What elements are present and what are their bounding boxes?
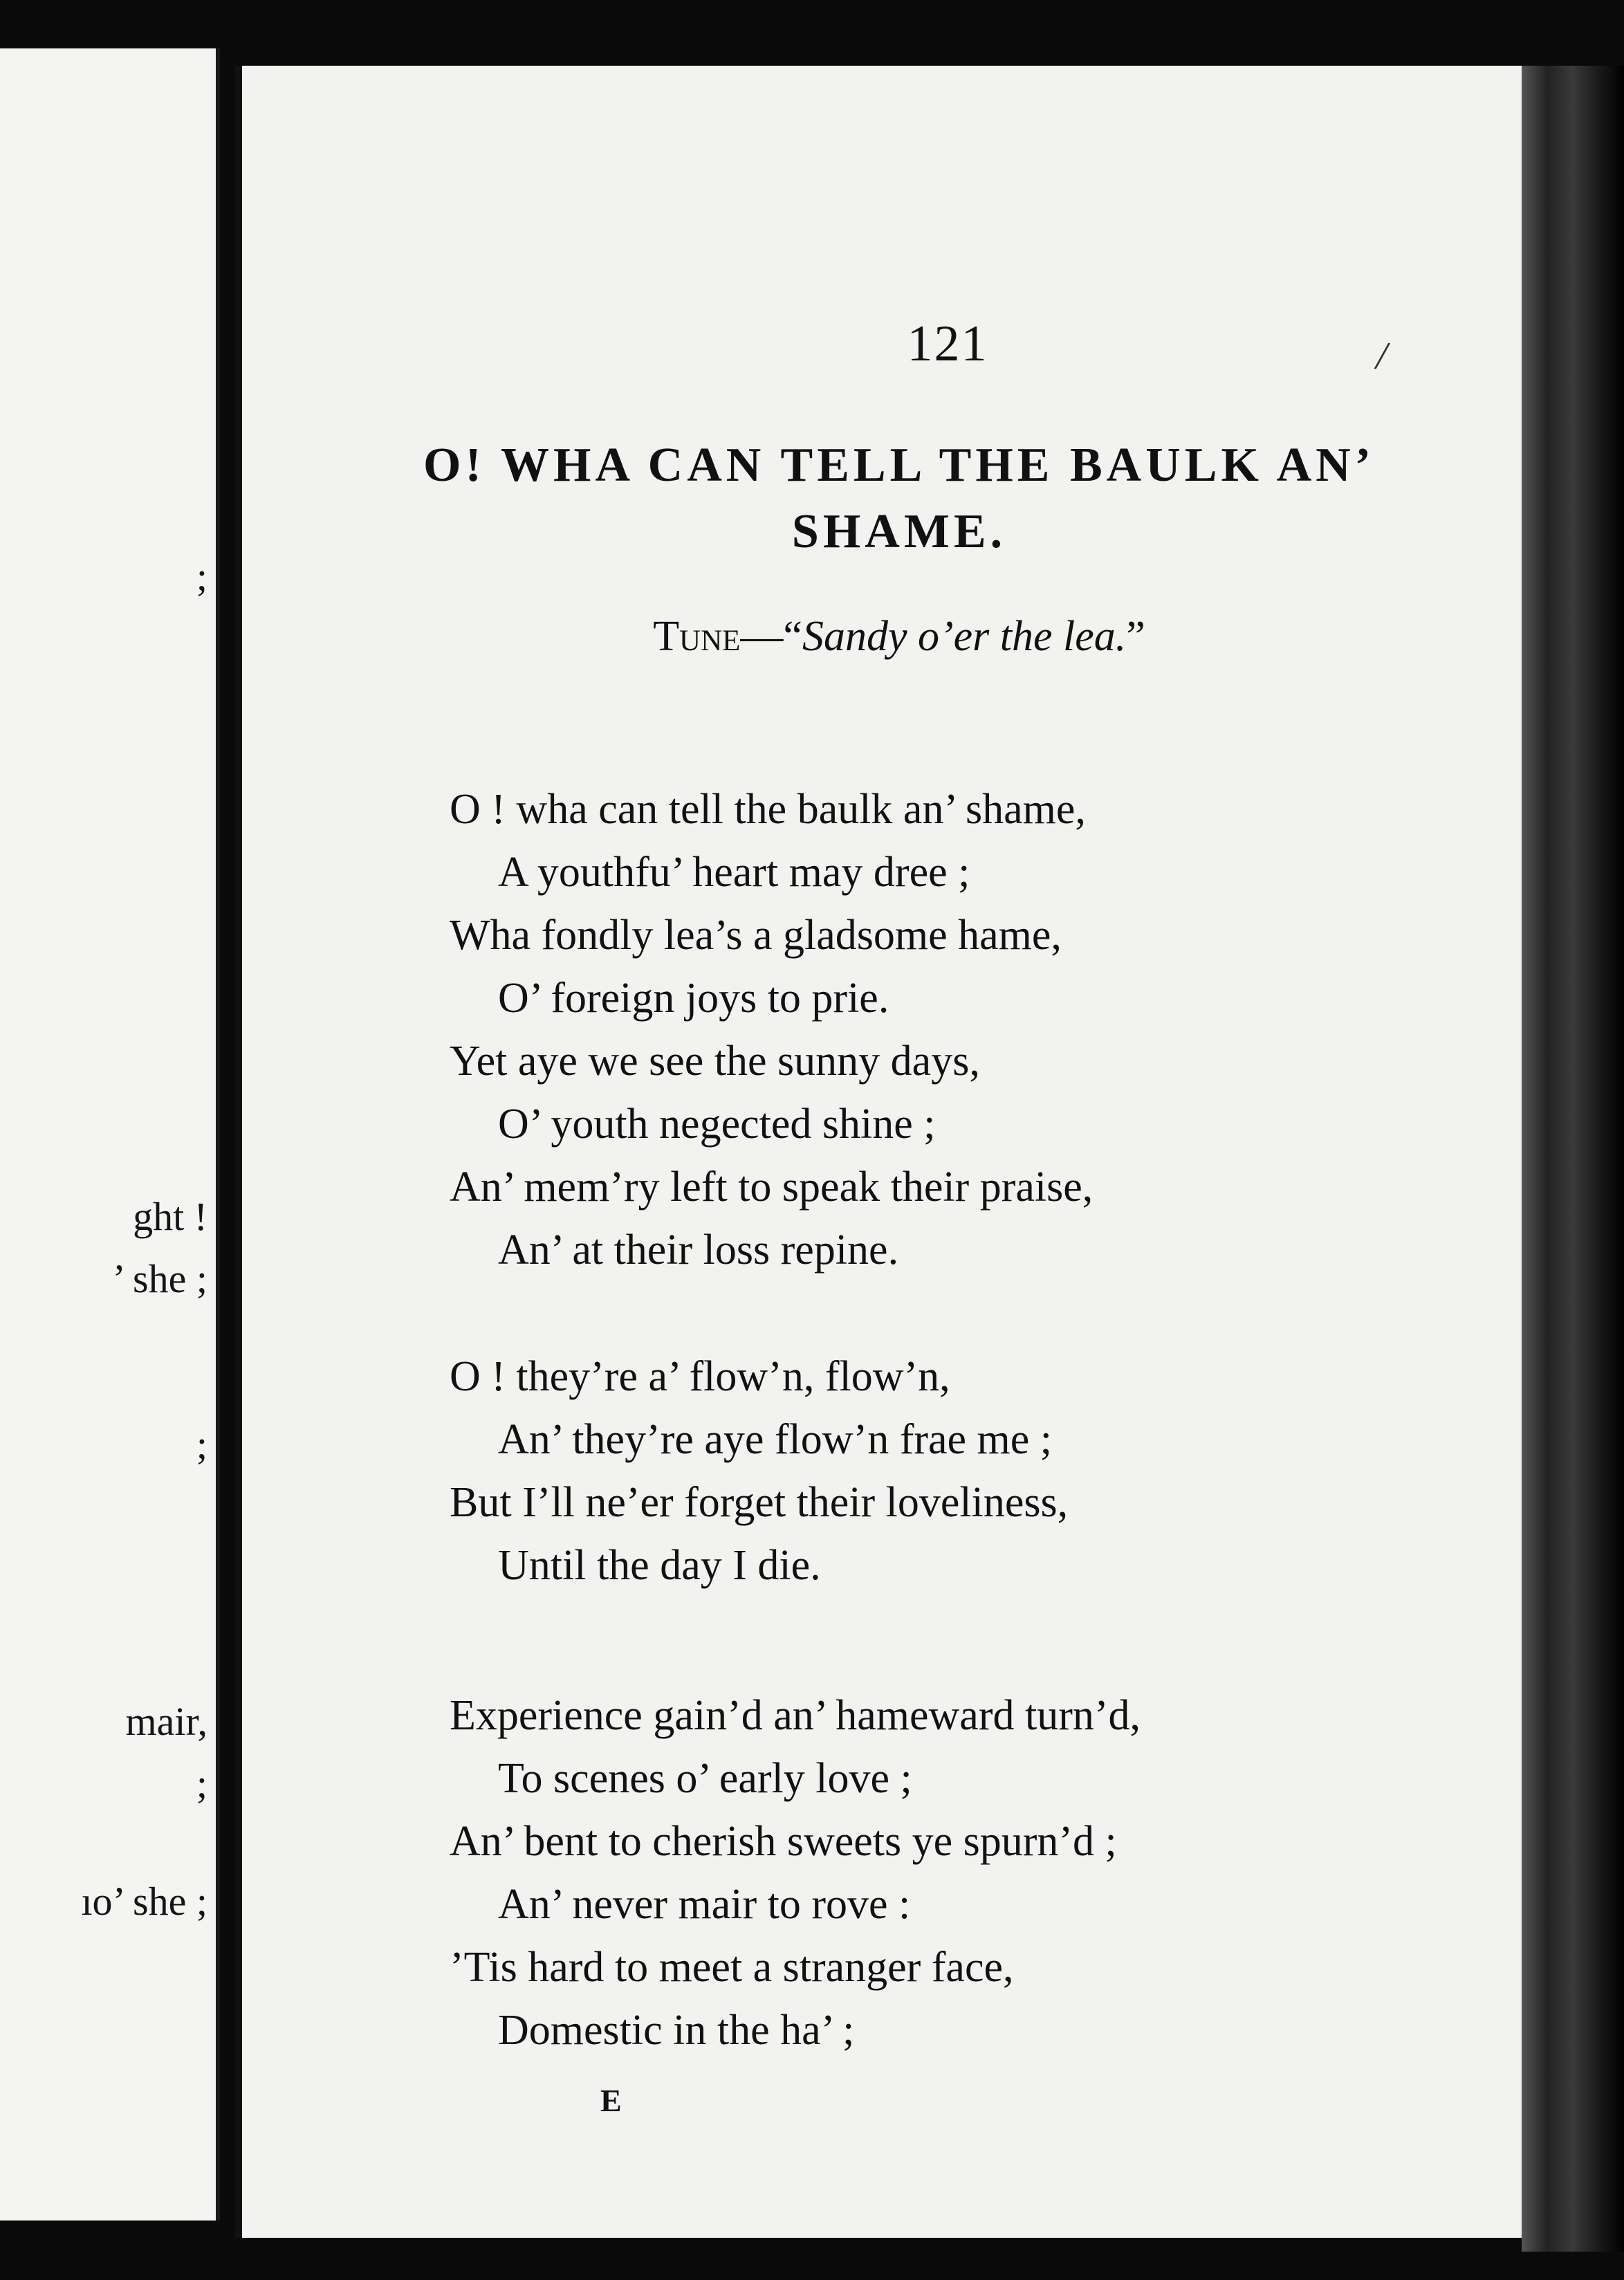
- verse-line: O ! wha can tell the baulk an’ shame,: [450, 786, 1086, 833]
- signature-mark: E: [600, 2083, 622, 2118]
- verse-line: Experience gain’d an’ hameward turn’d,: [450, 1692, 1141, 1739]
- verse-line: To scenes o’ early love ;: [498, 1755, 912, 1802]
- verse-line: O’ foreign joys to prie.: [498, 975, 889, 1022]
- tune-line: [360, 612, 1439, 661]
- verse-line: An’ they’re aye flow’n frae me ;: [498, 1416, 1053, 1463]
- left-fragment: mair,: [125, 1699, 207, 1744]
- verse-line: A youthfu’ heart may dree ;: [498, 849, 970, 896]
- left-fragment: ;: [196, 1761, 207, 1806]
- tune-air-name: Sandy o’er the lea.: [802, 613, 1127, 660]
- verse-line: An’ bent to cherish sweets ye spurn’d ;: [450, 1818, 1117, 1865]
- verse-line: Yet aye we see the sunny days,: [450, 1038, 980, 1085]
- tune-suffix: ”: [1126, 613, 1145, 660]
- left-fragment: ght !: [133, 1194, 207, 1239]
- page-number: 121: [907, 315, 988, 372]
- verse-line: O ! they’re a’ flow’n, flow’n,: [450, 1353, 950, 1400]
- song-title: O! WHA CAN TELL THE BAULK AN’ SHAME.: [423, 439, 1375, 558]
- verse-line: Wha fondly lea’s a gladsome hame,: [450, 912, 1062, 959]
- tune-prefix: Tune—“: [653, 613, 802, 660]
- book-page-edges: [1522, 66, 1624, 2252]
- left-fragment: ;: [196, 554, 207, 599]
- stray-pencil-mark: /: [1372, 332, 1392, 379]
- verse-line: An’ at their loss repine.: [498, 1226, 899, 1274]
- verse-line: An’ mem’ry left to speak their praise,: [450, 1164, 1094, 1211]
- stanza-2: [450, 1345, 1473, 1597]
- left-fragment: ;: [196, 1422, 207, 1467]
- verse-line: But I’ll ne’er forget their loveliness,: [450, 1479, 1069, 1526]
- verse-line: An’ never mair to rove :: [498, 1881, 911, 1928]
- stanza-3: [450, 1684, 1473, 2062]
- left-fragment: ’ she ;: [112, 1256, 207, 1301]
- verse-line: O’ youth negected shine ;: [498, 1101, 936, 1148]
- stanza-1: [450, 778, 1473, 1282]
- book-page: [235, 66, 1556, 2238]
- left-fragment: ıo’ she ;: [81, 1879, 207, 1924]
- verse-line: ’Tis hard to meet a stranger face,: [450, 1944, 1014, 1991]
- facing-page-left: [0, 48, 220, 2221]
- verse-line: Domestic in the ha’ ;: [498, 2007, 855, 2054]
- verse-line: Until the day I die.: [498, 1542, 821, 1589]
